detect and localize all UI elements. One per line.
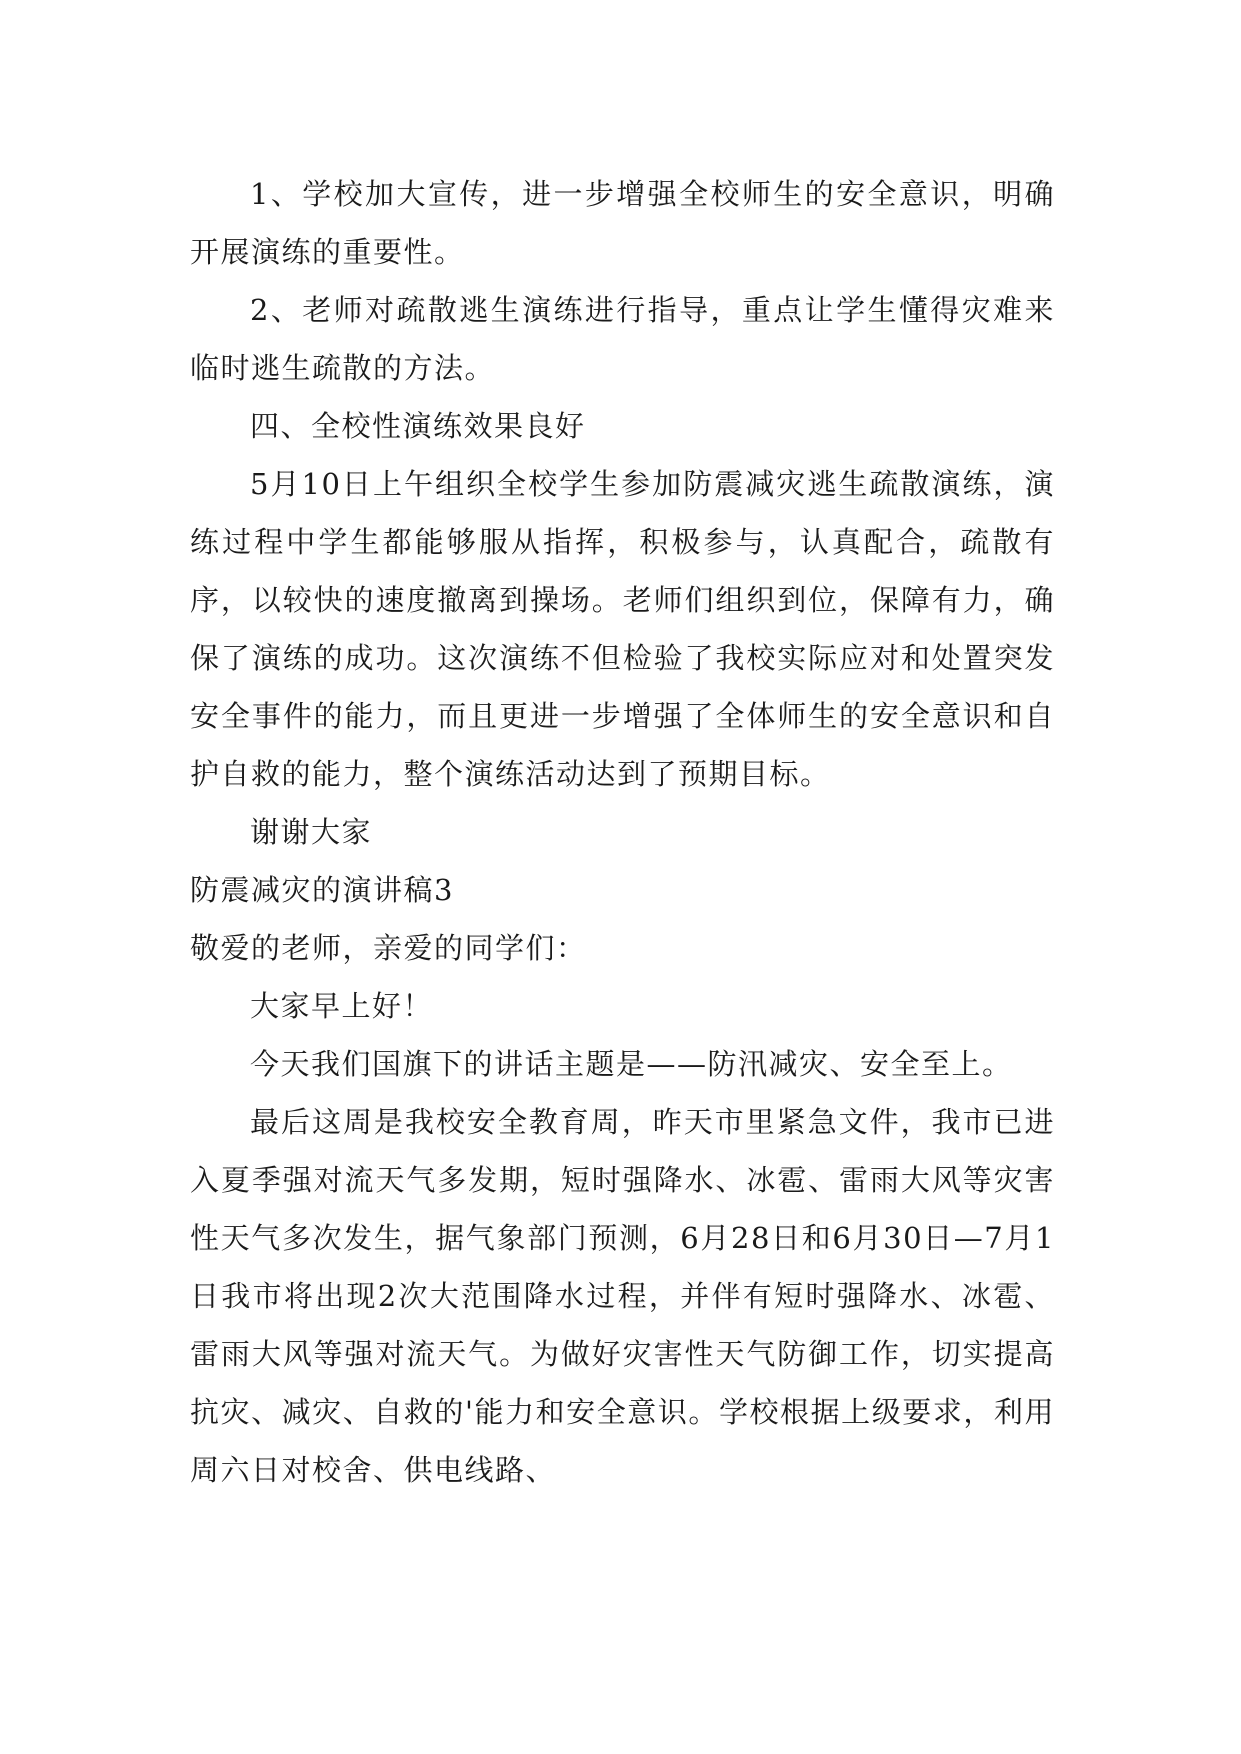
paragraph-drill-summary: 5月10日上午组织全校学生参加防震减灾逃生疏散演练，演练过程中学生都能够服从指挥，积极参与，认真配合，疏散有序，以较快的速度撤离到操场。老师们组织到位，保障有力，确保了演练的成功。这次演练不但检验了我校实际应对和处置突发安全事件的能力，而且更进一步增强了全体师生的安全意识和自护自救的能力，整个演练活动达到了预期目标。 <box>190 467 1055 791</box>
speech-topic: 今天我们国旗下的讲话主题是——防汛减灾、安全至上。 <box>250 1047 1013 1081</box>
paragraph-safety-week: 最后这周是我校安全教育周，昨天市里紧急文件，我市已进入夏季强对流天气多发期，短时强降水、冰雹、雷雨大风等灾害性天气多次发生，据气象部门预测，6月28日和6月30日—7月1日我市将出现2次大范围降水过程，并伴有短时强降水、冰雹、雷雨大风等强对流天气。为做好灾害性天气防御工作，切实提高抗灾、减灾、自救的'能力和安全意识。学校根据上级要求，利用周六日对校舍、供电线路、 <box>190 1105 1055 1487</box>
salutation: 敬爱的老师，亲爱的同学们： <box>190 931 587 965</box>
closing-thanks: 谢谢大家 <box>250 815 373 849</box>
paragraph-2: 2、老师对疏散逃生演练进行指导，重点让学生懂得灾难来临时逃生疏散的方法。 <box>190 293 1055 385</box>
paragraph-1: 1、学校加大宣传，进一步增强全校师生的安全意识，明确开展演练的重要性。 <box>190 177 1055 269</box>
speech-title: 防震减灾的演讲稿3 <box>190 873 454 907</box>
section-heading-4: 四、全校性演练效果良好 <box>250 409 586 443</box>
greeting: 大家早上好！ <box>250 989 434 1023</box>
document-body <box>190 165 1055 1499</box>
